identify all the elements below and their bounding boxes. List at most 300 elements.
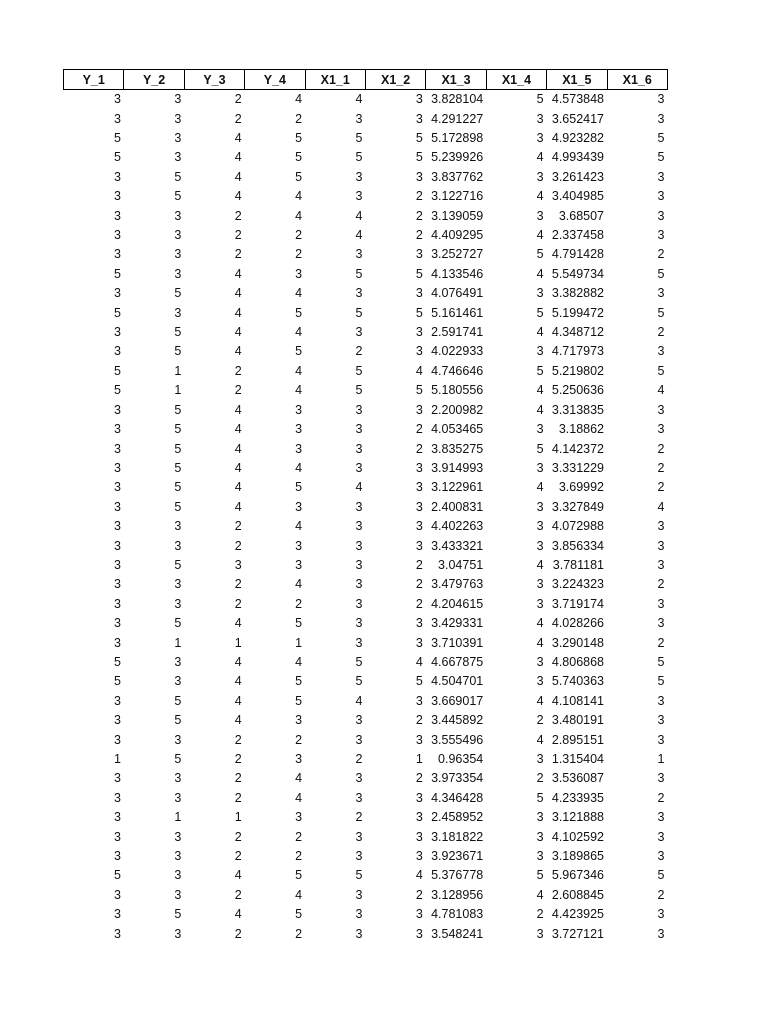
column-header-y-3[interactable]: Y_3 (184, 70, 244, 90)
table-cell[interactable]: 4.053465 (431, 422, 484, 437)
table-cell[interactable]: 5 (174, 344, 182, 359)
table-cell[interactable]: 3 (174, 208, 182, 223)
table-cell[interactable]: 4 (295, 363, 303, 378)
table-cell[interactable]: 5 (174, 557, 182, 572)
table-cell[interactable]: 2 (295, 596, 303, 611)
table-cell[interactable]: 3 (295, 441, 303, 456)
table-cell[interactable]: 3 (536, 286, 544, 301)
table-cell[interactable]: 3 (657, 616, 665, 631)
table-cell[interactable]: 4 (234, 868, 242, 883)
table-cell[interactable]: 3.837762 (431, 169, 484, 184)
table-cell[interactable]: 3 (113, 286, 121, 301)
table-cell[interactable]: 3 (355, 635, 363, 650)
table-cell[interactable]: 5 (415, 150, 423, 165)
table-cell[interactable]: 3 (355, 499, 363, 514)
table-cell[interactable]: 5.250636 (551, 383, 605, 398)
table-cell[interactable]: 4.142372 (551, 441, 605, 456)
table-cell[interactable]: 4 (234, 402, 242, 417)
table-cell[interactable]: 3 (355, 596, 363, 611)
table-cell[interactable]: 4 (657, 499, 665, 514)
table-cell[interactable]: 3.18862 (558, 422, 605, 437)
table-cell[interactable]: 3 (657, 519, 665, 534)
table-cell[interactable]: 2 (295, 849, 303, 864)
table-cell[interactable]: 3 (355, 887, 363, 902)
table-cell[interactable]: 3 (355, 189, 363, 204)
table-cell[interactable]: 2 (234, 538, 242, 553)
table-cell[interactable]: 2 (415, 422, 423, 437)
table-cell[interactable]: 3.652417 (551, 111, 605, 126)
table-cell[interactable]: 3 (355, 111, 363, 126)
table-cell[interactable]: 4 (536, 887, 544, 902)
table-cell[interactable]: 3.856334 (551, 538, 605, 553)
table-cell[interactable]: 1 (415, 752, 423, 767)
table-cell[interactable]: 3.973354 (431, 771, 484, 786)
table-cell[interactable]: 5 (113, 131, 121, 146)
table-cell[interactable]: 2 (234, 887, 242, 902)
table-cell[interactable]: 5 (295, 344, 303, 359)
table-cell[interactable]: 3 (113, 713, 121, 728)
table-cell[interactable]: 3 (536, 169, 544, 184)
table-cell[interactable]: 5 (174, 752, 182, 767)
table-cell[interactable]: 1 (113, 752, 121, 767)
column-header-y-2[interactable]: Y_2 (124, 70, 184, 90)
table-cell[interactable]: 3 (113, 538, 121, 553)
table-cell[interactable]: 3 (415, 344, 423, 359)
table-cell[interactable]: 3 (657, 189, 665, 204)
table-cell[interactable]: 4.022933 (431, 344, 484, 359)
table-cell[interactable]: 4 (536, 402, 544, 417)
table-cell[interactable]: 3 (113, 441, 121, 456)
table-cell[interactable]: 5 (355, 674, 363, 689)
table-cell[interactable]: 3 (536, 674, 544, 689)
table-cell[interactable]: 5 (355, 654, 363, 669)
table-cell[interactable]: 4 (234, 654, 242, 669)
table-cell[interactable]: 5 (657, 266, 665, 281)
table-cell[interactable]: 3 (113, 790, 121, 805)
table-cell[interactable]: 3 (113, 732, 121, 747)
table-cell[interactable]: 5 (174, 402, 182, 417)
table-cell[interactable]: 5 (415, 674, 423, 689)
table-cell[interactable]: 4 (536, 266, 544, 281)
table-cell[interactable]: 2 (415, 208, 423, 223)
table-cell[interactable]: 3.433321 (431, 538, 484, 553)
table-cell[interactable]: 4 (295, 383, 303, 398)
table-cell[interactable]: 3 (536, 926, 544, 941)
column-header-x1-3[interactable]: X1_3 (426, 70, 486, 90)
table-cell[interactable]: 2 (415, 596, 423, 611)
table-cell[interactable]: 3 (415, 499, 423, 514)
table-cell[interactable]: 4.717973 (551, 344, 605, 359)
table-cell[interactable]: 3 (113, 635, 121, 650)
table-cell[interactable]: 4 (536, 150, 544, 165)
table-cell[interactable]: 3 (657, 907, 665, 922)
table-cell[interactable]: 4.204615 (431, 596, 484, 611)
table-cell[interactable]: 3 (113, 771, 121, 786)
table-cell[interactable]: 3 (174, 829, 182, 844)
table-cell[interactable]: 3 (174, 519, 182, 534)
table-cell[interactable]: 4.233935 (551, 790, 605, 805)
table-cell[interactable]: 5 (295, 674, 303, 689)
table-cell[interactable]: 4.346428 (431, 790, 484, 805)
table-cell[interactable]: 4 (536, 635, 544, 650)
table-cell[interactable]: 5 (355, 131, 363, 146)
column-header-x1-1[interactable]: X1_1 (305, 70, 365, 90)
table-cell[interactable]: 3 (657, 111, 665, 126)
table-cell[interactable]: 5 (657, 305, 665, 320)
column-header-y-1[interactable]: Y_1 (64, 70, 124, 90)
table-cell[interactable]: 3 (657, 169, 665, 184)
table-cell[interactable]: 3 (113, 926, 121, 941)
table-cell[interactable]: 3 (355, 402, 363, 417)
table-cell[interactable]: 3 (657, 422, 665, 437)
table-cell[interactable]: 4 (355, 693, 363, 708)
table-cell[interactable]: 5 (174, 189, 182, 204)
table-cell[interactable]: 2 (657, 325, 665, 340)
table-cell[interactable]: 2 (234, 732, 242, 747)
table-cell[interactable]: 3 (415, 247, 423, 262)
table-cell[interactable]: 3 (113, 422, 121, 437)
table-cell[interactable]: 5.967346 (551, 868, 605, 883)
table-cell[interactable]: 3 (415, 635, 423, 650)
table-cell[interactable]: 5 (536, 790, 544, 805)
table-cell[interactable]: 3 (113, 557, 121, 572)
table-cell[interactable]: 4 (295, 790, 303, 805)
table-cell[interactable]: 3 (113, 577, 121, 592)
table-cell[interactable]: 3.445892 (431, 713, 484, 728)
table-cell[interactable]: 3 (415, 926, 423, 941)
table-cell[interactable]: 3 (415, 829, 423, 844)
table-cell[interactable]: 4.667875 (431, 654, 484, 669)
table-cell[interactable]: 3 (113, 519, 121, 534)
table-cell[interactable]: 4.504701 (431, 674, 484, 689)
table-cell[interactable]: 5 (174, 616, 182, 631)
table-cell[interactable]: 3 (295, 266, 303, 281)
table-cell[interactable]: 2 (415, 771, 423, 786)
table-cell[interactable]: 4.746646 (431, 363, 484, 378)
table-cell[interactable]: 3.727121 (551, 926, 605, 941)
table-cell[interactable]: 5.180556 (431, 383, 484, 398)
table-cell[interactable]: 3 (113, 228, 121, 243)
table-cell[interactable]: 3 (295, 557, 303, 572)
table-cell[interactable]: 5 (657, 363, 665, 378)
table-cell[interactable]: 5 (355, 868, 363, 883)
table-cell[interactable]: 3 (174, 92, 182, 107)
table-cell[interactable]: 3 (295, 752, 303, 767)
table-cell[interactable]: 5 (295, 305, 303, 320)
table-cell[interactable]: 2 (415, 189, 423, 204)
table-cell[interactable]: 3 (113, 829, 121, 844)
table-cell[interactable]: 3 (174, 926, 182, 941)
table-cell[interactable]: 5 (355, 363, 363, 378)
table-cell[interactable]: 2.591741 (431, 325, 484, 340)
table-cell[interactable]: 3.327849 (551, 499, 605, 514)
table-cell[interactable]: 2 (536, 907, 544, 922)
table-cell[interactable]: 4 (234, 480, 242, 495)
table-cell[interactable]: 3 (295, 713, 303, 728)
table-cell[interactable]: 3.224323 (551, 577, 605, 592)
table-cell[interactable]: 3 (657, 286, 665, 301)
table-cell[interactable]: 5 (174, 480, 182, 495)
table-cell[interactable]: 1 (295, 635, 303, 650)
table-cell[interactable]: 2 (234, 771, 242, 786)
table-cell[interactable]: 3.04751 (438, 557, 484, 572)
table-cell[interactable]: 4 (355, 92, 363, 107)
table-cell[interactable]: 3 (657, 596, 665, 611)
table-cell[interactable]: 5 (295, 693, 303, 708)
table-cell[interactable]: 5 (536, 868, 544, 883)
table-cell[interactable]: 4 (536, 480, 544, 495)
table-cell[interactable]: 4 (536, 189, 544, 204)
table-cell[interactable]: 3.835275 (431, 441, 484, 456)
table-cell[interactable]: 2 (657, 460, 665, 475)
table-cell[interactable]: 5 (415, 131, 423, 146)
table-cell[interactable]: 3.290148 (551, 635, 605, 650)
table-cell[interactable]: 3.710391 (431, 635, 484, 650)
table-cell[interactable]: 3 (536, 344, 544, 359)
table-cell[interactable]: 3 (355, 577, 363, 592)
table-cell[interactable]: 3 (415, 790, 423, 805)
table-cell[interactable]: 1 (657, 752, 665, 767)
table-cell[interactable]: 4 (234, 674, 242, 689)
table-cell[interactable]: 2 (295, 111, 303, 126)
table-cell[interactable]: 1 (174, 635, 182, 650)
table-cell[interactable]: 4 (234, 907, 242, 922)
table-cell[interactable]: 5 (174, 460, 182, 475)
table-cell[interactable]: 3 (355, 286, 363, 301)
table-cell[interactable]: 4.423925 (551, 907, 605, 922)
table-cell[interactable]: 5.549734 (551, 266, 605, 281)
table-cell[interactable]: 4 (295, 577, 303, 592)
table-cell[interactable]: 3 (355, 713, 363, 728)
table-cell[interactable]: 4.291227 (431, 111, 484, 126)
table-cell[interactable]: 5 (657, 674, 665, 689)
table-cell[interactable]: 3.429331 (431, 616, 484, 631)
table-cell[interactable]: 3.404985 (551, 189, 605, 204)
table-cell[interactable]: 1 (174, 810, 182, 825)
table-cell[interactable]: 3 (113, 460, 121, 475)
table-cell[interactable]: 3 (355, 829, 363, 844)
table-cell[interactable]: 5 (295, 169, 303, 184)
table-cell[interactable]: 4 (234, 305, 242, 320)
table-cell[interactable]: 4.409295 (431, 228, 484, 243)
table-cell[interactable]: 4 (234, 131, 242, 146)
table-cell[interactable]: 2 (234, 596, 242, 611)
table-cell[interactable]: 5 (657, 868, 665, 883)
table-cell[interactable]: 3 (174, 868, 182, 883)
table-cell[interactable]: 3 (536, 752, 544, 767)
table-cell[interactable]: 4 (234, 325, 242, 340)
table-cell[interactable]: 3 (174, 305, 182, 320)
table-cell[interactable]: 2 (355, 344, 363, 359)
table-cell[interactable]: 3 (174, 654, 182, 669)
table-cell[interactable]: 4 (295, 460, 303, 475)
table-cell[interactable]: 3 (415, 480, 423, 495)
table-cell[interactable]: 3 (113, 480, 121, 495)
table-cell[interactable]: 4 (355, 228, 363, 243)
table-cell[interactable]: 5 (657, 131, 665, 146)
table-cell[interactable]: 4.993439 (551, 150, 605, 165)
table-cell[interactable]: 3 (113, 810, 121, 825)
table-cell[interactable]: 4 (234, 266, 242, 281)
table-cell[interactable]: 3 (536, 829, 544, 844)
table-cell[interactable]: 2 (234, 208, 242, 223)
table-cell[interactable]: 3 (657, 208, 665, 223)
table-cell[interactable]: 5 (113, 266, 121, 281)
table-cell[interactable]: 3 (113, 693, 121, 708)
table-cell[interactable]: 5 (295, 150, 303, 165)
table-cell[interactable]: 5.172898 (431, 131, 484, 146)
table-cell[interactable]: 5 (536, 92, 544, 107)
table-cell[interactable]: 4.573848 (551, 92, 605, 107)
table-cell[interactable]: 3 (355, 460, 363, 475)
table-cell[interactable]: 2 (234, 926, 242, 941)
table-cell[interactable]: 4 (536, 325, 544, 340)
table-cell[interactable]: 5 (355, 266, 363, 281)
table-cell[interactable]: 3 (174, 732, 182, 747)
table-cell[interactable]: 4 (234, 460, 242, 475)
table-cell[interactable]: 2 (234, 228, 242, 243)
table-cell[interactable]: 3 (295, 499, 303, 514)
table-cell[interactable]: 3 (536, 422, 544, 437)
table-cell[interactable]: 3 (415, 693, 423, 708)
table-cell[interactable]: 3 (113, 189, 121, 204)
table-cell[interactable]: 2 (536, 771, 544, 786)
table-cell[interactable]: 1.315404 (551, 752, 605, 767)
table-cell[interactable]: 4.076491 (431, 286, 484, 301)
table-cell[interactable]: 3 (113, 499, 121, 514)
column-header-x1-4[interactable]: X1_4 (486, 70, 546, 90)
table-cell[interactable]: 4.102592 (551, 829, 605, 844)
table-cell[interactable]: 3 (536, 849, 544, 864)
table-cell[interactable]: 1 (234, 810, 242, 825)
column-header-x1-6[interactable]: X1_6 (607, 70, 667, 90)
table-cell[interactable]: 5 (174, 422, 182, 437)
table-cell[interactable]: 3 (174, 266, 182, 281)
table-cell[interactable]: 3 (355, 247, 363, 262)
table-cell[interactable]: 4 (355, 208, 363, 223)
table-cell[interactable]: 3 (295, 538, 303, 553)
table-cell[interactable]: 4 (234, 150, 242, 165)
table-cell[interactable]: 5.239926 (431, 150, 484, 165)
table-cell[interactable]: 3 (113, 402, 121, 417)
table-cell[interactable]: 5 (415, 305, 423, 320)
table-cell[interactable]: 2 (234, 363, 242, 378)
table-cell[interactable]: 3 (536, 460, 544, 475)
table-cell[interactable]: 3 (415, 616, 423, 631)
table-cell[interactable]: 3 (113, 596, 121, 611)
table-cell[interactable]: 3 (415, 169, 423, 184)
table-cell[interactable]: 3 (415, 849, 423, 864)
table-cell[interactable]: 3 (113, 849, 121, 864)
table-cell[interactable]: 3 (415, 325, 423, 340)
table-cell[interactable]: 3 (415, 538, 423, 553)
table-cell[interactable]: 3 (536, 519, 544, 534)
table-cell[interactable]: 3 (113, 169, 121, 184)
table-cell[interactable]: 3.122716 (431, 189, 484, 204)
table-cell[interactable]: 3 (657, 926, 665, 941)
table-cell[interactable]: 3 (113, 325, 121, 340)
table-cell[interactable]: 4.923282 (551, 131, 605, 146)
table-cell[interactable]: 3 (657, 849, 665, 864)
table-cell[interactable]: 3 (174, 150, 182, 165)
table-cell[interactable]: 3 (174, 228, 182, 243)
table-cell[interactable]: 5.161461 (431, 305, 484, 320)
table-cell[interactable]: 3 (536, 499, 544, 514)
table-cell[interactable]: 3 (174, 849, 182, 864)
table-cell[interactable]: 2 (415, 577, 423, 592)
table-cell[interactable]: 5 (295, 131, 303, 146)
table-cell[interactable]: 3 (113, 111, 121, 126)
table-cell[interactable]: 5 (355, 150, 363, 165)
table-cell[interactable]: 2 (657, 480, 665, 495)
table-cell[interactable]: 5 (113, 383, 121, 398)
table-cell[interactable]: 5 (355, 383, 363, 398)
table-cell[interactable]: 4 (295, 189, 303, 204)
table-cell[interactable]: 1 (174, 363, 182, 378)
table-cell[interactable]: 4 (234, 344, 242, 359)
table-cell[interactable]: 2 (415, 713, 423, 728)
table-cell[interactable]: 3 (174, 538, 182, 553)
table-cell[interactable]: 3 (355, 441, 363, 456)
table-cell[interactable]: 4 (415, 363, 423, 378)
table-cell[interactable]: 1 (174, 383, 182, 398)
table-cell[interactable]: 4 (234, 693, 242, 708)
table-cell[interactable]: 5 (174, 325, 182, 340)
column-header-x1-2[interactable]: X1_2 (365, 70, 425, 90)
table-cell[interactable]: 3 (113, 616, 121, 631)
table-cell[interactable]: 3 (415, 732, 423, 747)
table-cell[interactable]: 2 (295, 732, 303, 747)
table-cell[interactable]: 4 (234, 286, 242, 301)
table-cell[interactable]: 5 (295, 616, 303, 631)
table-cell[interactable]: 3 (536, 577, 544, 592)
table-cell[interactable]: 2 (657, 887, 665, 902)
table-cell[interactable]: 5 (113, 674, 121, 689)
table-cell[interactable]: 3 (657, 538, 665, 553)
table-cell[interactable]: 4 (234, 713, 242, 728)
table-cell[interactable]: 3 (536, 208, 544, 223)
table-cell[interactable]: 3 (657, 557, 665, 572)
table-cell[interactable]: 4 (234, 422, 242, 437)
table-cell[interactable]: 3.548241 (431, 926, 484, 941)
table-cell[interactable]: 2.400831 (431, 499, 484, 514)
table-cell[interactable]: 5 (536, 363, 544, 378)
table-cell[interactable]: 3 (174, 247, 182, 262)
table-cell[interactable]: 2 (234, 519, 242, 534)
table-cell[interactable]: 5 (174, 907, 182, 922)
table-cell[interactable]: 5 (536, 305, 544, 320)
table-cell[interactable]: 3 (355, 849, 363, 864)
table-cell[interactable]: 3 (536, 538, 544, 553)
table-cell[interactable]: 3 (355, 557, 363, 572)
table-cell[interactable]: 3 (355, 538, 363, 553)
table-cell[interactable]: 3.139059 (431, 208, 484, 223)
table-cell[interactable]: 3 (536, 596, 544, 611)
table-cell[interactable]: 4.028266 (551, 616, 605, 631)
table-cell[interactable]: 4.108141 (551, 693, 605, 708)
table-cell[interactable]: 3 (415, 402, 423, 417)
table-cell[interactable]: 3 (174, 771, 182, 786)
table-cell[interactable]: 3 (355, 616, 363, 631)
table-cell[interactable]: 2 (355, 752, 363, 767)
table-cell[interactable]: 3 (355, 926, 363, 941)
table-cell[interactable]: 3.121888 (551, 810, 605, 825)
table-cell[interactable]: 3.555496 (431, 732, 484, 747)
table-cell[interactable]: 5 (174, 499, 182, 514)
table-cell[interactable]: 3 (174, 674, 182, 689)
table-cell[interactable]: 5 (415, 266, 423, 281)
table-cell[interactable]: 5.376778 (431, 868, 484, 883)
